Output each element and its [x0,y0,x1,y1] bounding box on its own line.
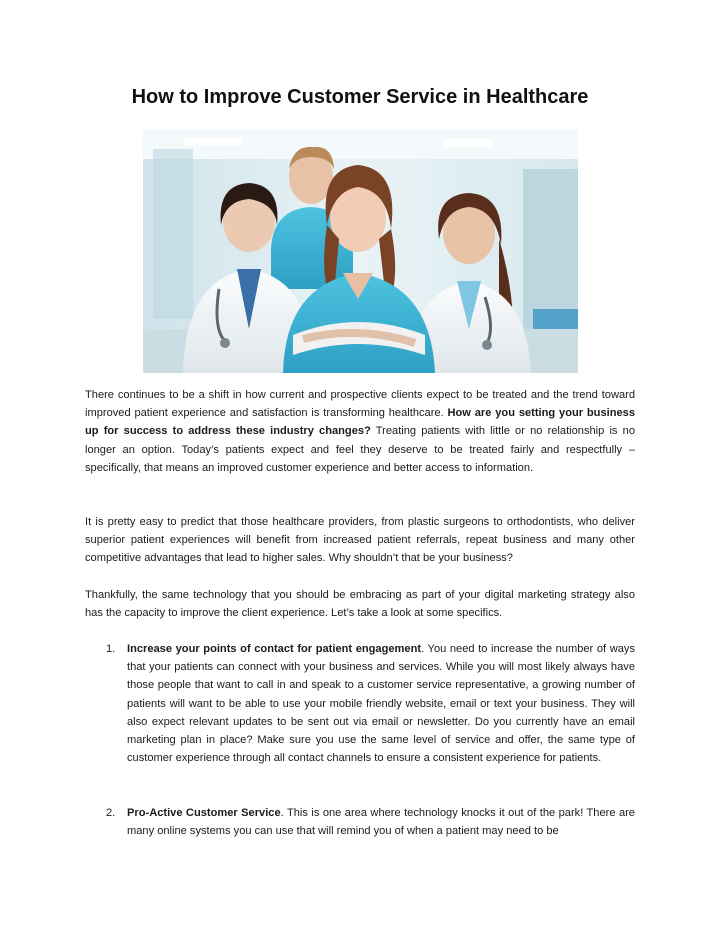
list-item-heading: Pro-Active Customer Service [127,807,281,819]
paragraph-intro-part2: Treating patients with little or no relationship is no longer an option. Today’s patients expect and feel they deserve to be treated fairly and respectfully – specifically, that means an improved customer experience and better access to information. [85,425,635,474]
list-item-2 [85,804,635,840]
list-number: 1. [106,643,116,655]
paragraph-technology: Thankfully, the same technology that you should be embracing as part of your digital marketing strategy also has the capacity to improve the client experience. Let’s take a look at some specifics. [85,589,635,620]
list-number: 2. [106,807,116,819]
paragraph-intro-bold-question: How are you setting your business up for success to address these industry changes? [85,407,635,438]
page-title: How to Improve Customer Service in Healthcare [131,86,589,108]
healthcare-staff-photo [143,129,578,373]
list-item-1 [85,640,635,767]
paragraph-intro [85,386,635,477]
paragraph-intro-part1: There continues to be a shift in how current and prospective clients expect to be treated and the trend toward improved patient experience and satisfaction is transforming healthcare. [85,389,635,420]
paragraph-predict: It is pretty easy to predict that those healthcare providers, from plastic surgeons to orthodontists, who deliver superior patient experiences will benefit from increased patient referrals, repeat business and many other competitive advantages that lead to higher sales. Why shouldn’t that be your business? [85,516,635,565]
list-item-text: . This is one area where technology knocks it out of the park! There are many online systems you can use that will remind you of when a patient may need to be [127,807,635,838]
list-item-text: . You need to increase the number of ways that your patients can connect with your business and services. While you will most likely always have those people that want to call in and speak to a customer service representative, a growing number of patients will want to be able to use your mobile friendly website, email or text your business. They will also expect relevant updates to be sent out via email or newsletter. Do you currently have an email marketing plan in place? Make sure you use the same level of service and offer, the same type of customer experience through all contact channels to ensure a consistent experience for patients. [127,643,635,765]
list-item-heading: Increase your points of contact for patient engagement [127,643,422,655]
